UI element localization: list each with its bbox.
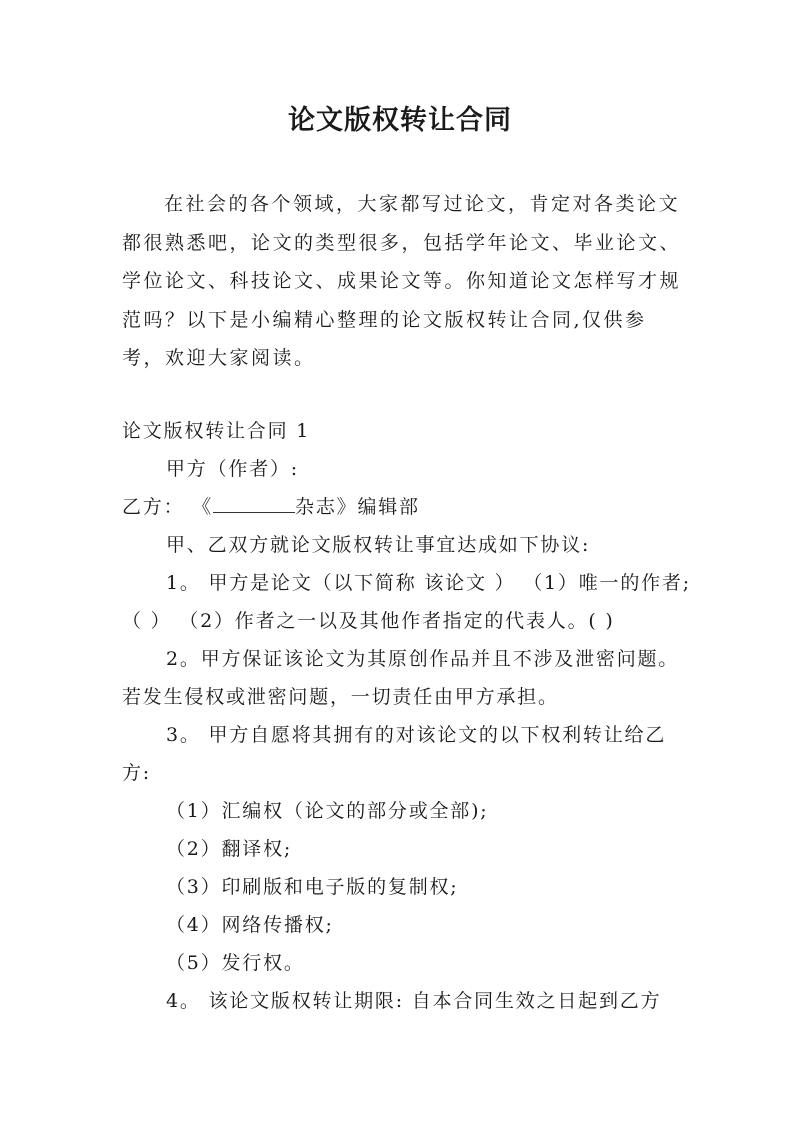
clause-1: 1。 甲方是论文（以下简称 该论文 ） （1）唯一的作者; （ ） （2）作者之一以及其他作者指定的代表人。( ) [122, 572, 691, 632]
right-item: （2）翻译权; [166, 838, 293, 860]
party-a-line: 甲方（作者）: [166, 458, 300, 480]
clause-3: 3。 甲方自愿将其拥有的对该论文的以下权利转让给乙方: [122, 724, 667, 784]
right-item: （1）汇编权（论文的部分或全部); [166, 800, 489, 822]
intro-paragraph: 在社会的各个领域，大家都写过论文，肯定对各类论文都很熟悉吧，论文的类型很多，包括学年论文、毕业论文、学位论文、科技论文、成果论文等。你知道论文怎样写才规范吗？以下是小编精心整理的论文版权转让合同,仅供参考，欢迎大家阅读。 [122, 193, 682, 369]
right-item: （5）发行权。 [166, 952, 305, 974]
right-item: （3）印刷版和电子版的复制权; [166, 876, 459, 898]
journal-name-blank [213, 494, 295, 513]
clause-4: 4。 该论文版权转让期限: 自本合同生效之日起到乙方 [166, 990, 662, 1012]
party-b-suffix: 杂志》编辑部 [295, 496, 420, 518]
contract-body [122, 412, 692, 1020]
right-item: （4）网络传播权; [166, 914, 334, 936]
party-b-prefix: 乙方： 《 [122, 496, 214, 518]
document-title: 论文版权转让合同 [288, 105, 512, 136]
section-heading: 论文版权转让合同 1 [122, 420, 311, 442]
party-b-line [122, 488, 692, 526]
clause-2: 2。甲方保证该论文为其原创作品并且不涉及泄密问题。若发生侵权或泄密问题，一切责任由甲方承担。 [122, 648, 680, 708]
agreement-line: 甲、乙双方就论文版权转让事宜达成如下协议: [166, 534, 591, 556]
